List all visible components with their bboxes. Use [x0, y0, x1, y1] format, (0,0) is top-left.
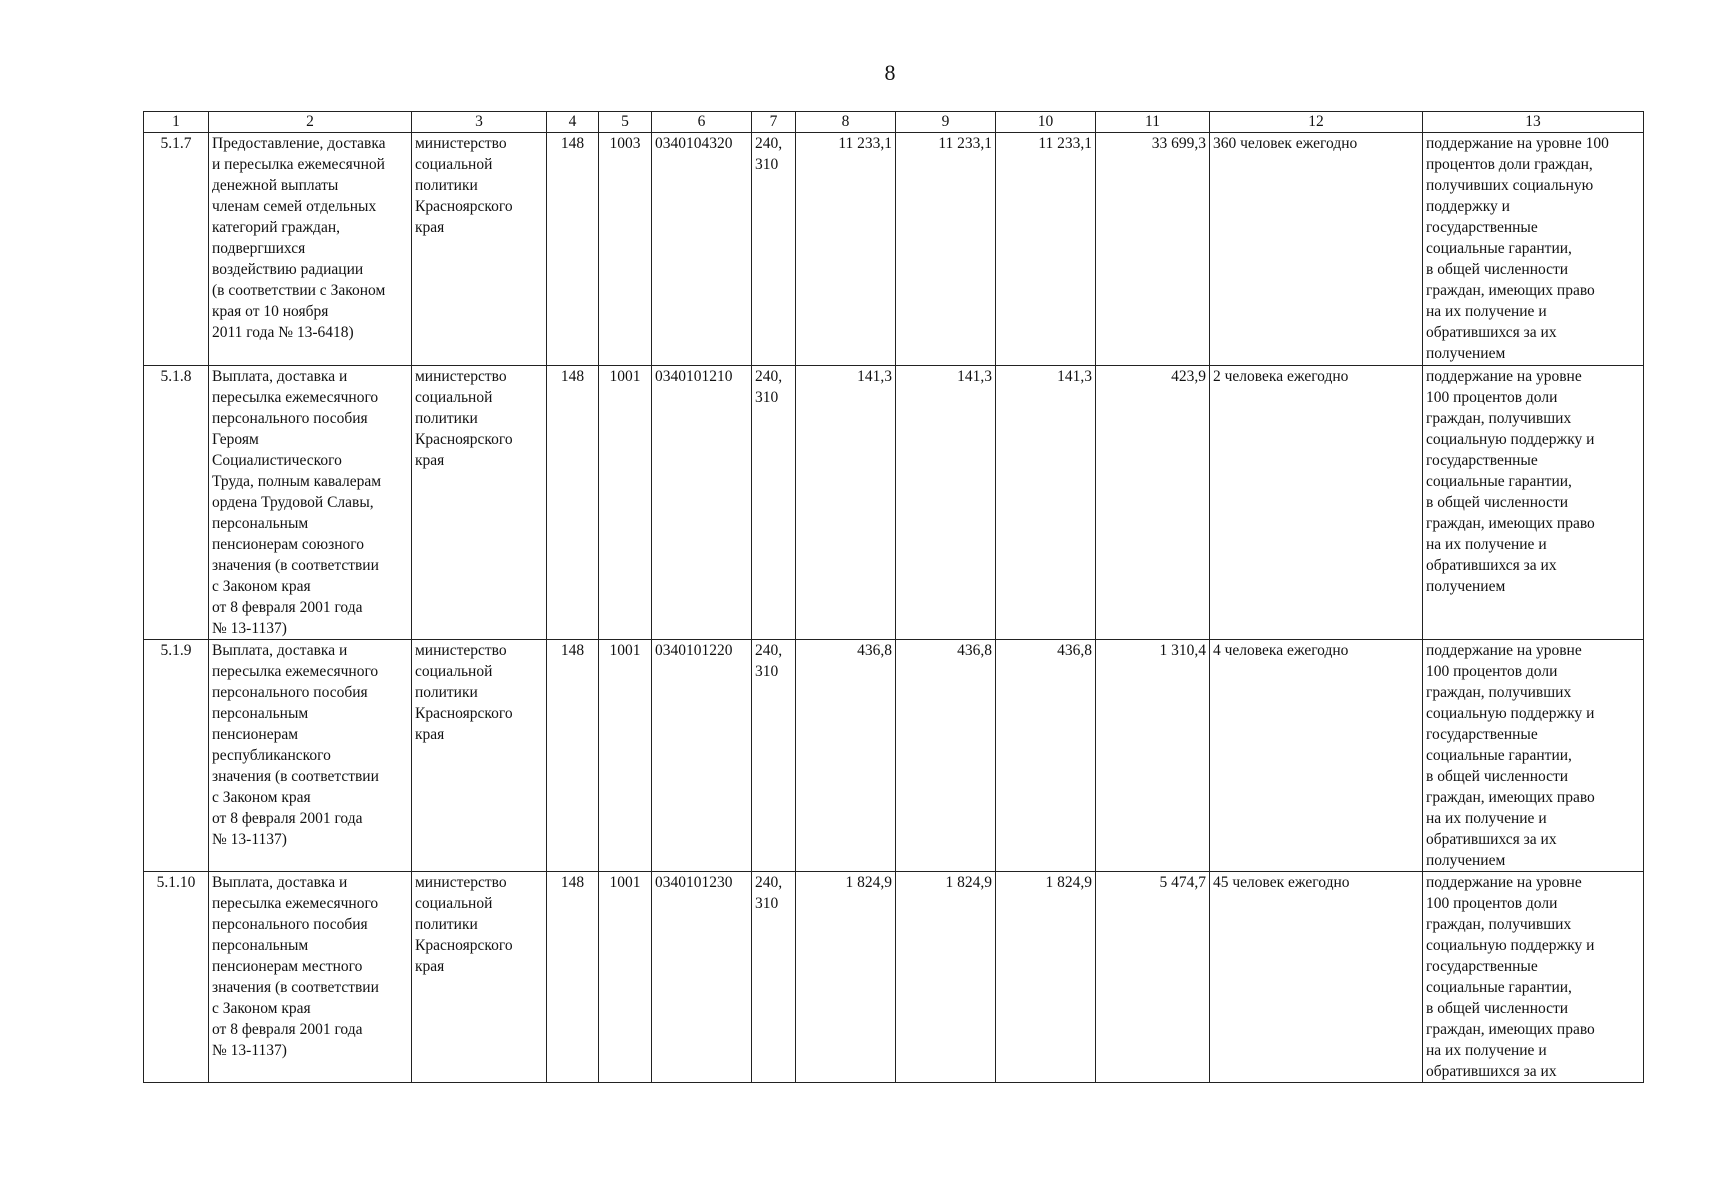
cell-col5: 1001: [599, 366, 652, 640]
cell-col13: поддержание на уровне 100 процентов доли граждан, получивших социальную поддержку и государственные социальные гарантии, в общей численности граждан, имеющих право на их получение и обратившихся за их получением: [1423, 133, 1644, 366]
page-number: 8: [884, 60, 896, 85]
cell-col10: 1 824,9: [996, 872, 1096, 1083]
cell-col10: 11 233,1: [996, 133, 1096, 366]
column-header: 10: [996, 112, 1096, 133]
cell-col9: 1 824,9: [896, 872, 996, 1083]
cell-col7: 240, 310: [752, 366, 796, 640]
column-header: 12: [1210, 112, 1423, 133]
cell-col12: 360 человек ежегодно: [1210, 133, 1423, 366]
column-header: 8: [796, 112, 896, 133]
cell-col12: 2 человека ежегодно: [1210, 366, 1423, 640]
cell-col5: 1001: [599, 640, 652, 872]
column-header: 5: [599, 112, 652, 133]
cell-col9: 436,8: [896, 640, 996, 872]
cell-col9: 141,3: [896, 366, 996, 640]
cell-col13: поддержание на уровне 100 процентов доли граждан, получивших социальную поддержку и государственные социальные гарантии, в общей численности граждан, имеющих право на их получение и обратившихся за их: [1423, 872, 1644, 1083]
responsible-agency: министерство социальной политики Красноярского края: [412, 133, 547, 366]
cell-col4: 148: [547, 640, 599, 872]
measure-name: Выплата, доставка и пересылка ежемесячного персонального пособия персональным пенсионерам местного значения (в соответствии с Законом края от 8 февраля 2001 года № 13-1137): [209, 872, 412, 1083]
cell-col6: 0340101210: [652, 366, 752, 640]
program-table: [143, 111, 1644, 1083]
column-header: 4: [547, 112, 599, 133]
cell-col8: 436,8: [796, 640, 896, 872]
column-header: 13: [1423, 112, 1644, 133]
cell-col8: 1 824,9: [796, 872, 896, 1083]
cell-col7: 240, 310: [752, 640, 796, 872]
cell-col7: 240, 310: [752, 133, 796, 366]
cell-col5: 1003: [599, 133, 652, 366]
column-header: 6: [652, 112, 752, 133]
measure-name: Выплата, доставка и пересылка ежемесячного персонального пособия Героям Социалистического Труда, полным кавалерам ордена Трудовой Славы, персональным пенсионерам союзного значения (в соответствии с Законом края от 8 февраля 2001 года № 13-1137): [209, 366, 412, 640]
cell-col11: 33 699,3: [1096, 133, 1210, 366]
cell-col10: 141,3: [996, 366, 1096, 640]
cell-col6: 0340101230: [652, 872, 752, 1083]
measure-name: Предоставление, доставка и пересылка ежемесячной денежной выплаты членам семей отдельных категорий граждан, подвергшихся воздействию радиации (в соответствии с Законом края от 10 ноября 2011 года № 13-6418): [209, 133, 412, 366]
row-number: 5.1.10: [144, 872, 209, 1083]
cell-col11: 5 474,7: [1096, 872, 1210, 1083]
cell-col12: 4 человека ежегодно: [1210, 640, 1423, 872]
table-row: [144, 640, 1644, 872]
table-row: [144, 366, 1644, 640]
column-header: 9: [896, 112, 996, 133]
cell-col13: поддержание на уровне 100 процентов доли граждан, получивших социальную поддержку и государственные социальные гарантии, в общей численности граждан, имеющих право на их получение и обратившихся за их получением: [1423, 640, 1644, 872]
cell-col6: 0340104320: [652, 133, 752, 366]
column-header: 2: [209, 112, 412, 133]
cell-col11: 423,9: [1096, 366, 1210, 640]
table-row: [144, 872, 1644, 1083]
cell-col5: 1001: [599, 872, 652, 1083]
responsible-agency: министерство социальной политики Красноярского края: [412, 640, 547, 872]
column-header: 1: [144, 112, 209, 133]
cell-col8: 141,3: [796, 366, 896, 640]
cell-col6: 0340101220: [652, 640, 752, 872]
responsible-agency: министерство социальной политики Красноярского края: [412, 872, 547, 1083]
row-number: 5.1.8: [144, 366, 209, 640]
cell-col4: 148: [547, 133, 599, 366]
cell-col8: 11 233,1: [796, 133, 896, 366]
column-header: 3: [412, 112, 547, 133]
cell-col4: 148: [547, 872, 599, 1083]
measure-name: Выплата, доставка и пересылка ежемесячного персонального пособия персональным пенсионерам республиканского значения (в соответствии с Законом края от 8 февраля 2001 года № 13-1137): [209, 640, 412, 872]
column-header: 7: [752, 112, 796, 133]
row-number: 5.1.9: [144, 640, 209, 872]
cell-col10: 436,8: [996, 640, 1096, 872]
cell-col4: 148: [547, 366, 599, 640]
cell-col11: 1 310,4: [1096, 640, 1210, 872]
row-number: 5.1.7: [144, 133, 209, 366]
cell-col7: 240, 310: [752, 872, 796, 1083]
responsible-agency: министерство социальной политики Красноярского края: [412, 366, 547, 640]
header-row: [144, 112, 1644, 133]
column-header: 11: [1096, 112, 1210, 133]
table-row: [144, 133, 1644, 366]
cell-col13: поддержание на уровне 100 процентов доли граждан, получивших социальную поддержку и государственные социальные гарантии, в общей численности граждан, имеющих право на их получение и обратившихся за их получением: [1423, 366, 1644, 640]
cell-col9: 11 233,1: [896, 133, 996, 366]
cell-col12: 45 человек ежегодно: [1210, 872, 1423, 1083]
